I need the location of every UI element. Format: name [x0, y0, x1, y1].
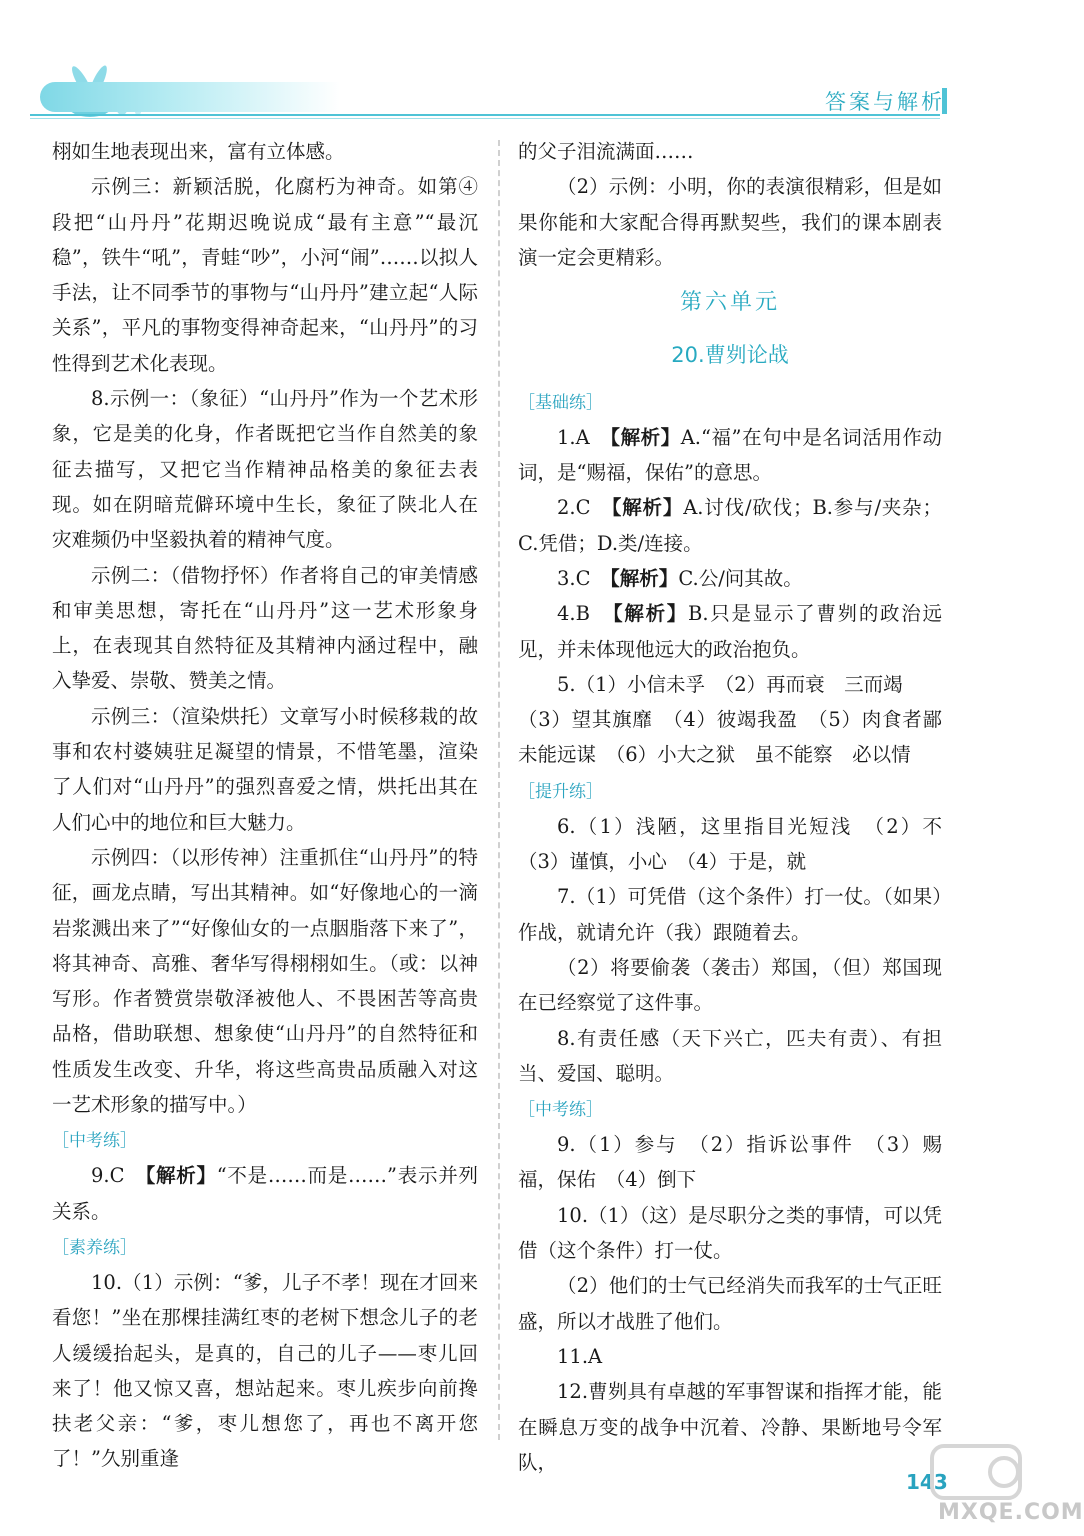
- header-title: 答案与解析: [825, 90, 945, 114]
- answer-q9: 9.（1）参与 （2）指诉讼事件 （3）赐福，保佑 （4）倒下: [518, 1133, 942, 1192]
- answer-q10-2: （2）他们的士气已经消失而我军的士气正旺盛，所以才战胜了他们。: [518, 1274, 942, 1333]
- header-band: [40, 82, 340, 112]
- answer-q5-cont: （3）望其旗靡 （4）彼竭我盈 （5）肉食者鄙 未能远谋 （6）小大之狱 虽不能察 必以情: [518, 708, 962, 767]
- answer-number: 1.A: [557, 425, 590, 449]
- answer-text: B.只是显示了曹刿的政治远见，并未体现他远大的政治抱负。: [518, 602, 942, 661]
- lesson-title: 20.曹刿论战: [671, 343, 789, 368]
- answer-q6: 6.（1）浅陋，这里指目光短浅 （2）不 （3）谨慎，小心 （4）于是，就: [518, 814, 962, 874]
- analysis-label: 【解析】: [610, 425, 681, 449]
- section-tag-tisheng: ［提升练］: [518, 781, 603, 802]
- section-tag-suyang: ［素养练］: [52, 1237, 137, 1258]
- answer-q7-2: （2）将要偷袭（袭击）郑国，（但）郑国现在已经察觉了这件事。: [518, 955, 942, 1015]
- answer-q10: 10.（1）（这）是尽职分之类的事情，可以凭借（这个条件）打一仗。: [518, 1203, 942, 1263]
- column-divider: [498, 140, 500, 1440]
- analysis-label: 【解析】: [145, 1164, 217, 1188]
- answer-number: 4.B: [557, 602, 590, 626]
- left-paragraph: 示例四：（以形传神）注重抓住“山丹丹”的特征，画龙点睛，写出其精神。如“好像地心的一滴岩浆溅出来了”“好像仙女的一点胭脂落下来了”，将其神奇、高雅、奢华写得栩栩如生。（或：以神写形。作者赞赏崇敬泽被他人、不畏困苦等高贵品格，借助联想、想象使“山丹丹”的自然特征和性质发生改变、升华，将这些高贵品质融入对这一艺术形象的描写中。）: [52, 845, 478, 1117]
- section-tag-jichu: ［基础练］: [518, 392, 603, 413]
- answer-text: “不是……而是……”表示并列关系。: [52, 1164, 478, 1223]
- page-header: [0, 0, 1033, 130]
- answer-q1: [518, 420, 942, 491]
- answer-q11: 11.A: [557, 1344, 603, 1368]
- section-tag-zhongkao: ［中考练］: [52, 1131, 137, 1152]
- watermark-text: MXQE.COM: [938, 1500, 1084, 1525]
- left-column: [52, 134, 478, 1477]
- left-paragraph: 8.示例一：（象征）“山丹丹”作为一个艺术形象，它是美的化身，作者既把它当作自然美的象征去描写，又把它当作精神品格美的象征去表现。如在阴暗荒僻环境中生长，象征了陕北人在灾难频仍中坚毅执着的精神气度。: [52, 387, 478, 552]
- header-rule: [30, 114, 940, 116]
- answer-q10-left: 10.（1）示例：“爹，儿子不孝！现在才回来看您！”坐在那棵挂满红枣的老树下想念儿子的老人缓缓抬起头，是真的，自己的儿子——枣儿回来了！他又惊又喜，想站起来。枣儿疾步向前搀扶老父亲：“爹，枣儿想您了，再也不离开您了！”久别重逢: [52, 1270, 478, 1471]
- left-paragraph: 栩如生地表现出来，富有立体感。: [52, 140, 345, 163]
- answer-text: A.讨伐/砍伐；B.参与/夹杂；C.凭借；D.类/连接。: [518, 496, 942, 555]
- right-paragraph: 的父子泪流满面……: [518, 140, 694, 163]
- answer-q2: [518, 490, 942, 561]
- answer-q7: 7.（1）可凭借（这个条件）打一仗。（如果）作战，就请允许（我）跟随着去。: [518, 885, 942, 944]
- answer-q5: 5.（1）小信未孚 （2）再而衰 三而竭: [557, 672, 903, 696]
- answer-number: 9.C: [91, 1164, 125, 1188]
- right-paragraph: （2）示例：小明，你的表演很精彩，但是如果你能和大家配合得再默契些，我们的课本剧表演一定会更精彩。: [518, 175, 942, 269]
- left-paragraph: 示例二：（借物抒怀）作者将自己的审美情感和审美思想，寄托在“山丹丹”这一艺术形象身上，在表现其自然特征及其精神内涵过程中，融入挚爱、崇敬、赞美之情。: [52, 563, 478, 693]
- answer-q3: [518, 561, 942, 596]
- answer-q8: 8.有责任感（天下兴亡，匹夫有责）、有担当、爱国、聪明。: [518, 1026, 942, 1085]
- left-paragraph: 示例三：新颖活脱，化腐朽为神奇。如第④段把“山丹丹”花期迟晚说成“最有主意”“最沉稳”，铁牛“吼”，青蛙“吵”，小河“闹”……以拟人手法，让不同季节的事物与“山丹丹”建立起“人际关系”，平凡的事物变得神奇起来，“山丹丹”的习性得到艺术化表现。: [52, 175, 478, 375]
- answer-q12: 12.曹刿具有卓越的军事智谋和指挥才能，能在瞬息万变的战争中沉着、冷静、果断地号令军队，: [518, 1380, 942, 1474]
- answer-q4: [518, 596, 942, 667]
- analysis-label: 【解析】: [611, 496, 684, 520]
- answer-number: 3.C: [557, 566, 591, 590]
- section-tag-zhongkao: ［中考练］: [518, 1100, 603, 1121]
- page-number: 143: [906, 1470, 948, 1494]
- left-paragraph: 示例三：（渲染烘托）文章写小时候移栽的故事和农村婆姨驻足凝望的情景，不惜笔墨，渲染了人们对“山丹丹”的强烈喜爱之情，烘托出其在人们心中的地位和巨大魅力。: [52, 704, 478, 834]
- answer-q9-left: [52, 1158, 478, 1229]
- answer-number: 2.C: [557, 496, 591, 520]
- analysis-label: 【解析】: [612, 602, 689, 626]
- right-column: [518, 134, 962, 1480]
- header-rule-thin: [30, 118, 940, 119]
- unit-title: 第六单元: [679, 290, 780, 316]
- answer-text: C.公/问其故。: [678, 566, 803, 590]
- answer-text: A.“福”在句中是名词活用作动词，是“赐福，保佑”的意思。: [518, 425, 942, 485]
- analysis-label: 【解析】: [610, 566, 679, 590]
